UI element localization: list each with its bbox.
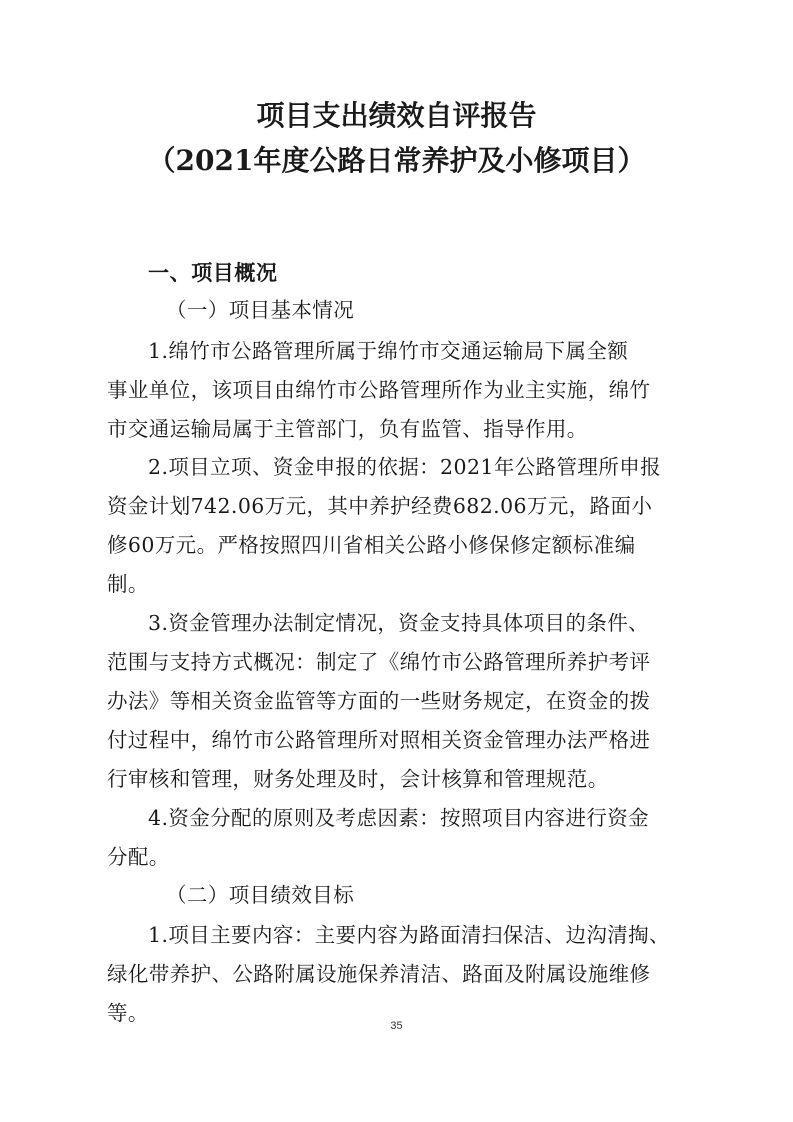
paragraph-line: 1.项目主要内容：主要内容为路面清扫保洁、边沟清掏、 xyxy=(148,923,670,947)
paragraph-line: 范围与支持方式概况：制定了《绵竹市公路管理所养护考评 xyxy=(107,650,651,674)
paragraph-line: 制。 xyxy=(107,572,149,596)
paragraph-line: 4.资金分配的原则及考虑因素：按照项目内容进行资金 xyxy=(148,806,650,830)
paragraph-line: 资金计划742.06万元，其中养护经费682.06万元，路面小 xyxy=(107,494,653,518)
document-title: 项目支出绩效自评报告 xyxy=(256,99,537,132)
paragraph-line: 1.绵竹市公路管理所属于绵竹市交通运输局下属全额 xyxy=(148,339,629,363)
document-subtitle: （2021年度公路日常养护及小修项目） xyxy=(147,144,646,177)
subsection-heading: （一）项目基本情况 xyxy=(166,298,355,322)
paragraph-line: 等。 xyxy=(107,1001,149,1025)
paragraph-line: 付过程中，绵竹市公路管理所对照相关资金管理办法严格进 xyxy=(107,728,651,752)
paragraph-line: 事业单位，该项目由绵竹市公路管理所作为业主实施，绵竹 xyxy=(107,378,651,402)
paragraph-line: 绿化带养护、公路附属设施保养清洁、路面及附属设施维修 xyxy=(107,962,651,986)
paragraph-line: 行审核和管理，财务处理及时，会计核算和管理规范。 xyxy=(107,767,609,791)
paragraph-line: 办法》等相关资金监管等方面的一些财务规定，在资金的拨 xyxy=(107,689,651,713)
page-number: 35 xyxy=(390,1020,403,1032)
paragraph-line: 市交通运输局属于主管部门，负有监管、指导作用。 xyxy=(107,417,588,441)
subsection-heading: （二）项目绩效目标 xyxy=(166,883,355,907)
section-heading: 一、项目概况 xyxy=(148,261,278,285)
paragraph-line: 3.资金管理办法制定情况，资金支持具体项目的条件、 xyxy=(148,611,650,635)
paragraph-line: 分配。 xyxy=(107,845,170,869)
paragraph-line: 修60万元。严格按照四川省相关公路小修保修定额标准编 xyxy=(107,533,636,557)
paragraph-line: 2.项目立项、资金申报的依据：2021年公路管理所申报 xyxy=(148,455,662,479)
